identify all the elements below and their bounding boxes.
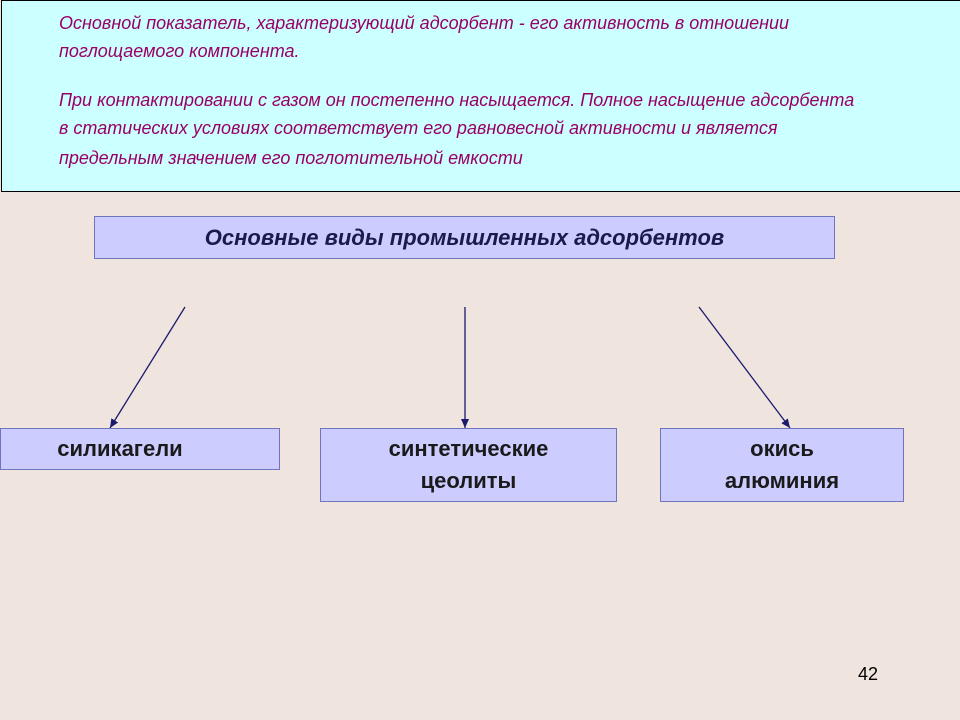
type-label-silica: силикагели <box>57 436 183 462</box>
slide-number: 42 <box>858 664 879 684</box>
intro-text-line: в статических условиях соответствует его равновесной активности и является <box>59 118 778 138</box>
intro-text-line: предельным значением его поглотительной емкости <box>59 148 523 168</box>
type-box-silica <box>0 428 280 470</box>
arrow-to-silica <box>110 307 185 428</box>
arrow-to-alumina <box>699 307 790 428</box>
type-label-zeolites-line2: цеолиты <box>420 468 517 493</box>
type-label-alumina-line1: окись <box>750 436 814 462</box>
type-label-zeolites-line1: синтетические <box>388 436 549 462</box>
type-box-zeolites <box>320 428 617 502</box>
intro-text-line: При контактировании с газом он постепенно насыщается. Полное насыщение адсорбента <box>59 90 855 110</box>
intro-text-line: Основной показатель, характеризующий адсорбент - его активность в отношении <box>59 13 790 33</box>
intro-text-line: поглощаемого компонента. <box>59 41 300 61</box>
type-box-alumina <box>660 428 904 502</box>
type-label-alumina-line2: алюминия <box>724 468 840 493</box>
diagram-title: Основные виды промышленных адсорбентов <box>204 224 725 250</box>
